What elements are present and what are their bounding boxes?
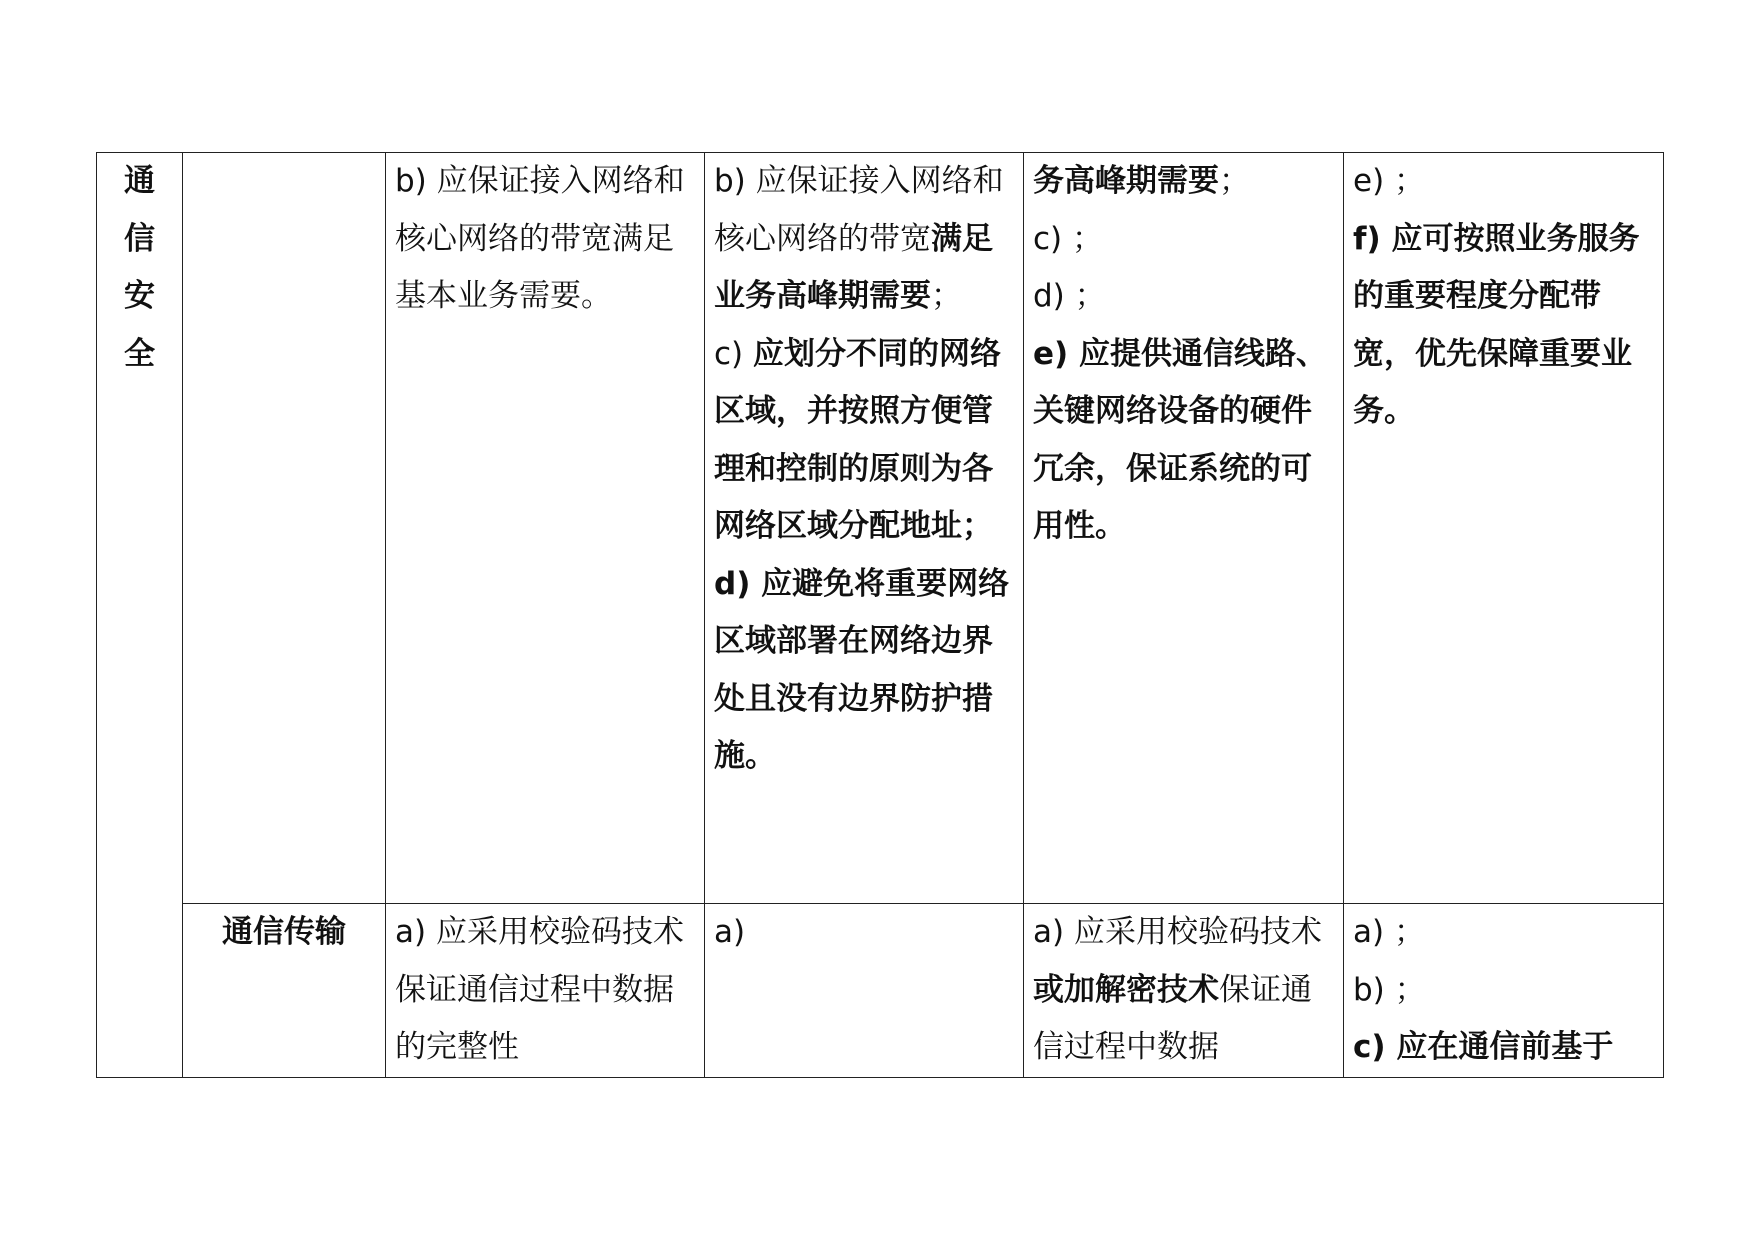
text: b) 应保证接入网络和核心网络的带宽	[714, 163, 1004, 257]
text: 保证通信过程中数据	[1033, 971, 1312, 1065]
bold-text: 满足业务高峰期需要	[714, 220, 993, 314]
bold-text: c) 应在通信前基于	[1353, 1029, 1614, 1065]
requirement-cell	[705, 153, 1024, 904]
bold-text: f) 应可按照业务服务的重要程度分配带宽，优先保障重要业务。	[1353, 220, 1640, 429]
requirement-cell	[386, 153, 705, 904]
text: a) 应采用校验码技术保证通信过程中数据的完整性	[395, 914, 684, 1065]
bold-text: 应划分不同的网络区域，并按照方便管理和控制的原则为各网络区域分配地址；	[714, 335, 1001, 544]
text: c)	[714, 335, 753, 372]
requirement-item	[714, 904, 1014, 962]
requirement-item	[1033, 153, 1334, 211]
text: e) ；	[1353, 163, 1426, 199]
requirement-item	[1353, 1019, 1654, 1077]
subcategory-cell	[183, 153, 386, 904]
text: ；	[931, 278, 962, 314]
requirement-item	[1033, 268, 1334, 326]
requirement-cell	[386, 904, 705, 1078]
requirement-item	[1353, 904, 1654, 962]
table-row	[97, 904, 1664, 1078]
text: d) ；	[1033, 278, 1106, 314]
requirement-item	[714, 326, 1014, 556]
subcategory-cell: 通信传输	[183, 904, 386, 1078]
requirement-cell	[1344, 904, 1664, 1078]
requirement-item	[1353, 962, 1654, 1020]
bold-text: 或加解密技术	[1033, 971, 1219, 1008]
requirement-cell	[705, 904, 1024, 1078]
text: a) ；	[1353, 914, 1425, 950]
requirement-item	[395, 153, 695, 326]
bold-text: d) 应避免将重要网络区域部署在网络边界处且没有边界防护措施。	[714, 565, 1010, 774]
requirement-item	[714, 153, 1014, 326]
text: a) 应采用校验码技术	[1033, 914, 1322, 950]
requirement-cell	[1024, 153, 1344, 904]
text: a)	[714, 914, 746, 950]
requirement-item	[1353, 211, 1654, 441]
table-row	[97, 153, 1664, 904]
bold-text: 务高峰期需要	[1033, 163, 1219, 199]
text: b) 应保证接入网络和核心网络的带宽满足基本业务需要。	[395, 163, 685, 314]
requirement-item	[1033, 904, 1334, 1077]
requirements-table	[96, 152, 1664, 1078]
requirement-item	[1033, 326, 1334, 556]
bold-text: e) 应提供通信线路、关键网络设备的硬件冗余，保证系统的可用性。	[1033, 335, 1327, 544]
text: b) ；	[1353, 971, 1426, 1008]
requirement-item	[1353, 153, 1654, 211]
requirement-item	[395, 904, 695, 1077]
category-cell	[97, 153, 183, 1078]
text: ；	[1219, 163, 1250, 199]
requirement-item	[714, 556, 1014, 786]
requirement-cell	[1344, 153, 1664, 904]
requirement-item	[1033, 211, 1334, 269]
category-label: 通信安全	[124, 163, 155, 372]
text: c) ；	[1033, 220, 1103, 257]
requirement-cell	[1024, 904, 1344, 1078]
